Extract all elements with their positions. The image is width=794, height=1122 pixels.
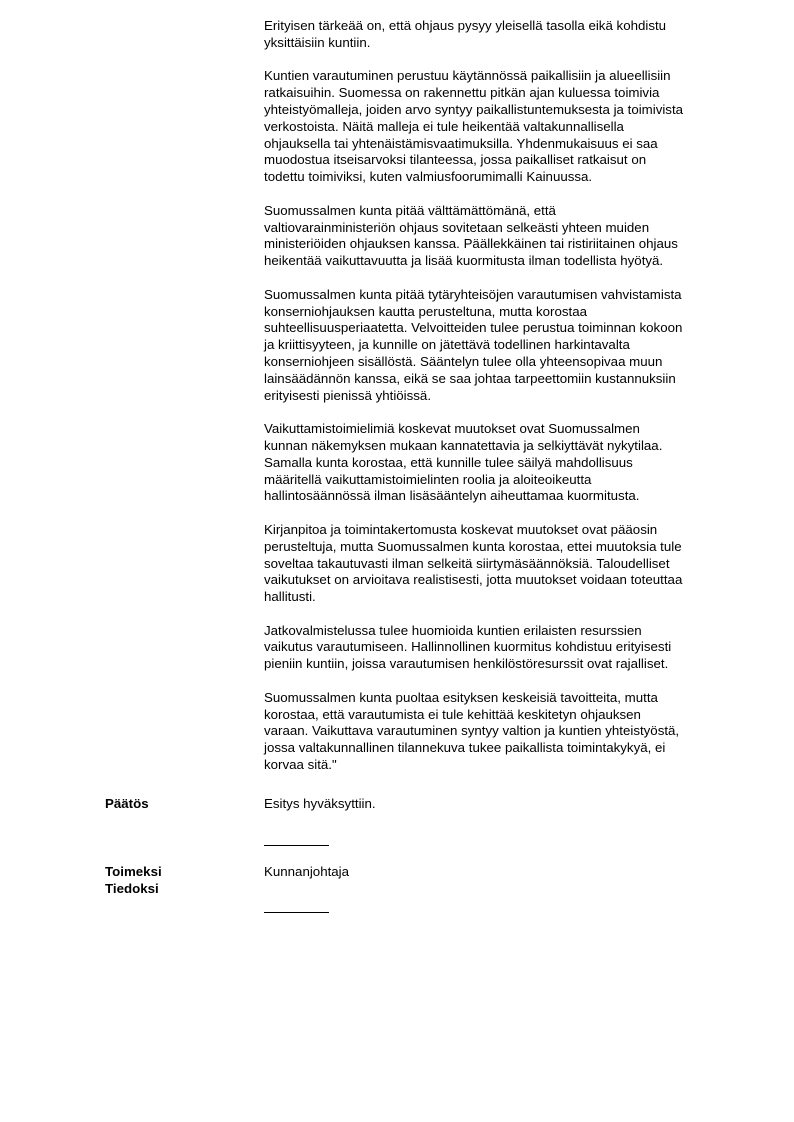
- paragraph: Vaikuttamistoimielimiä koskevat muutokset ovat Suomussalmen kunnan näkemyksen mukaan kannatettavia ja selkiyttävät nykytilaa. Samalla kunta korostaa, että kunnille tulee säilyä mahdollisuus määritellä vaikuttamistoimielinten roolia ja aloiteoikeutta hallintosäännössä ilman lisäsääntelyn aiheuttamaa kuormitusta.: [264, 421, 663, 504]
- paragraph: Kirjanpitoa ja toimintakertomusta koskevat muutokset ovat pääosin perusteltuja, mutta Suomussalmen kunta korostaa, ettei muutoksia tule soveltaa takautuvasti ilman selkeitä siirtymäsäännöksiä. Taloudelliset vaikutukset on arvioitava realistisesti, jotta muutokset voidaan toteuttaa hallitusti.: [264, 521, 683, 605]
- decision-label: Päätös: [105, 796, 149, 811]
- paragraph: Kuntien varautuminen perustuu käytännössä paikallisiin ja alueellisiin ratkaisuihin. Suomessa on rakennettu pitkän ajan kuluessa toimivia yhteistyömalleja, joiden arvo syntyy paikallistuntemuksesta ja toimivista verkostoista. Näitä malleja ei tule heikentää valtakunnallisella ohjauksella tai yhtenäistämisvaatimuksilla. Yhdenmukaisuus ei saa muodostua itseisarvoksi tilanteessa, jossa paikalliset ratkaisut on todettu toimiviksi, kuten valmiusfoorumimalli Kainuussa.: [264, 68, 684, 185]
- statement-body: [264, 18, 734, 791]
- paragraph: Erityisen tärkeää on, että ohjaus pysyy yleisellä tasolla eikä kohdistu yksittäisiin kuntiin.: [264, 18, 667, 50]
- paragraph: Suomussalmen kunta pitää välttämättömänä, että valtiovarainministeriön ohjaus sovitetaan selkeästi yhteen muiden ministeriöiden ohjauksen kanssa. Päällekkäinen tai ristiriitainen ohjaus heikentää vaikuttavuutta ja lisää kuormitusta ilman todellista hyötyä.: [264, 202, 678, 269]
- assignments-label: Toimeksi Tiedoksi: [105, 864, 162, 896]
- paragraph: Jatkovalmistelussa tulee huomioida kuntien erilaisten resurssien vaikutus varautumiseen. Hallinnollinen kuormitus kohdistuu erityisesti pieniin kuntiin, joissa varautumisen henkilöstöresurssit ovat rajalliset.: [264, 622, 672, 672]
- assignments-value: Kunnanjohtaja: [264, 864, 350, 879]
- decision-value: Esitys hyväksyttiin.: [264, 796, 376, 811]
- paragraph: Suomussalmen kunta puoltaa esityksen keskeisiä tavoitteita, mutta korostaa, että varautumista ei tule kehittää keskitetyn ohjauksen varaan. Vaikuttava varautuminen syntyy valtion ja kuntien yhteistyöstä, jossa valtakunnallinen tilannekuva tukee paikallista toimintakykyä, ei korvaa sitä.": [264, 689, 680, 773]
- separator-line: [264, 845, 329, 846]
- paragraph: Suomussalmen kunta pitää tytäryhteisöjen varautumisen vahvistamista konserniohjauksen kautta perusteltuna, mutta korostaa suhteellisuusperiaatetta. Velvoitteiden tulee perustua toiminnan kokoon ja kriittisyyteen, ja kunnille on jätettävä todellinen harkintavalta konserniohjeen sisällöstä. Sääntelyn tulee olla yhteensopivaa muun lainsäädännön kanssa, eikä se saa johtaa tarpeettomiin kustannuksiin erityisesti pienissä yhtiöissä.: [264, 286, 683, 403]
- separator-line: [264, 912, 329, 913]
